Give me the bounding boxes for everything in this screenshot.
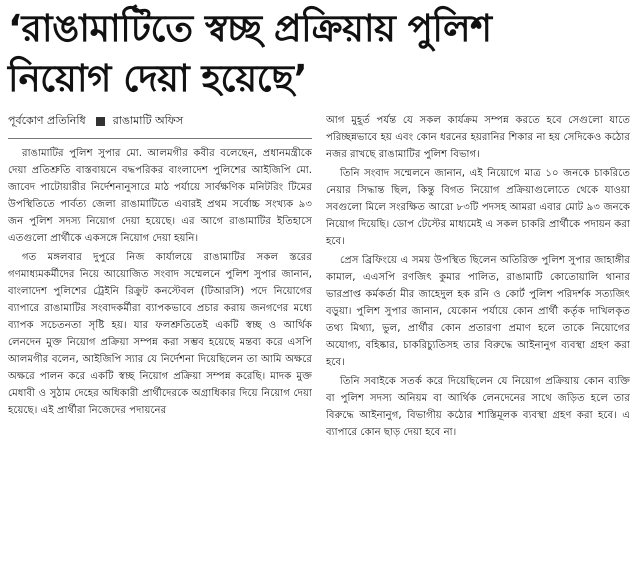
square-bullet-icon (96, 117, 105, 126)
article-body (8, 112, 630, 564)
article-headline (8, 4, 630, 104)
body-paragraph: তিনি সবাইকে সতর্ক করে দিয়েছিলেন যে নিয়োগ প্রক্রিয়ায় কোন ব্যক্তি বা পুলিশ সদস্য অনিয়ম বা আর্থিক লেনদেনের সাথে জড়িত হলে তার বিরুদ্ধে আইনানুগ, বিভাগীয় কঠোর শাস্তিমূলক ব্যবস্থা গ্রহণ করা হবে। এ ব্যাপারে কোন ছাড় দেয়া হবে না। (326, 376, 630, 438)
body-paragraph: আগ মুহূর্ত পর্যন্ত যে সকল কার্যক্রম সম্পন্ন করতে হবে সেগুলো যাতে পরিচ্ছন্নভাবে হয় এবং কোন ধরনের হয়রানির শিকার না হয় সেদিকেও কঠোর নজর রাখছে রাঙামাটির পুলিশ বিভাগ। (326, 115, 630, 160)
body-paragraph: তিনি সংবাদ সম্মেলনে জানান, এই নিয়োগে মাত্র ১০ জনকে চাকরিতে নেয়ার সিদ্ধান্ত ছিল, কিন্তু বিগত নিয়োগ প্রক্রিয়াগুলোতে থেকে যাওয়া সবগুলো মিলে সংরক্ষিত আরো ৮৩টি পদসহ আমরা এবার মোট ৯৩ জনকে নিয়োগ দিয়েছি। ডোপ টেস্টের মাধ্যমেই এ সকল চাকরি প্রার্থীকে পদায়ন করা হবে। (326, 168, 630, 247)
headline-line-1: ‘রাঙামাটিতে স্বচ্ছ প্রক্রিয়ায় পুলিশ (8, 7, 492, 50)
byline (8, 112, 312, 130)
headline-line-2: নিয়োগ দেয়া হয়েছে’ (8, 57, 307, 100)
byline-divider (8, 138, 312, 139)
body-paragraph: রাঙামাটির পুলিশ সুপার মো. আলমগীর কবীর বলেছেন, প্রধানমন্ত্রীকে দেয়া প্রতিশ্রুতি বাস্তবায়নে বদ্ধপরিকর বাংলাদেশ পুলিশের আইজিপি মো. জাবেদ পাটোয়ারীর নির্দেশনানুসারে মাঠ পর্যায়ে সার্বক্ষণিক মনিটরিং টিমের উপস্থিতিতে পার্বত্য জেলা রাঙামাটিতে এবারই প্রথম সর্বোচ্চ সংখ্যক ৯৩ জন পুলিশ সদস্য নিয়োগ দেয়া হয়েছে। এর আগে রাঙামাটির ইতিহাসে এতগুলো প্রার্থীকে একসঙ্গে নিয়োগ দেয়া হয়নি। (8, 148, 312, 244)
body-paragraph: গত মঙ্গলবার দুপুরে নিজ কার্যালয়ে রাঙামাটির সকল স্তরের গণমাধ্যমকর্মীদের নিয়ে আয়োজিত সংবাদ সম্মেলনে পুলিশ সুপার জানান, বাংলাদেশ পুলিশের ট্রেইনি রিক্রুট কনস্টেবল (টিআরসি) পদে নিয়োগের ব্যাপারে রাঙামাটির সংবাদকর্মীরা ব্যাপকভাবে প্রচার করায় জনগণের মধ্যে ব্যাপক সচেতনতা সৃষ্টি হয়। যার ফলশ্রুতিতেই একটি স্বচ্ছ ও আর্থিক লেনদেন মুক্ত নিয়োগ প্রক্রিয়া সম্পন্ন করা সম্ভব হয়েছে মন্তব্য করে এসপি আলমগীর বলেন, আইজিপি স্যার যে নির্দেশনা দিয়েছিলেন তা আমি অক্ষরে অক্ষরে পালন করে একটি স্বচ্ছ নিয়োগ প্রক্রিয়া সম্পন্ন করেছি। মাদক মুক্ত মেধাবী ও সুঠাম দেহের অধিকারী প্রার্থীদেরকে অগ্রাধিকার দিয়ে নিয়োগ দেয়া হয়েছে। এই প্রার্থীরা নিজেদের পদায়নের (8, 252, 312, 416)
byline-correspondent: পূর্বকোণ প্রতিনিধি (8, 114, 86, 127)
right-column (326, 112, 630, 564)
byline-office: রাঙামাটি অফিস (112, 114, 184, 127)
body-paragraph: প্রেস ব্রিফিংয়ে এ সময় উপস্থিত ছিলেন অতিরিক্ত পুলিশ সুপার জাহাঙ্গীর কামাল, এএসপি রণজিৎ কুমার পালিত, রাঙামাটি কোতোয়ালি থানার ভারপ্রাপ্ত কর্মকর্তা মীর জাহেদুল হক রনি ও কোর্ট পুলিশ পরিদর্শক সত্যজিৎ বড়ুয়া। পুলিশ সুপার জানান, যেকোন পর্যায়ে কোন প্রার্থী কর্তৃক দাখিলকৃত তথ্য মিথ্যা, ভুল, প্রার্থীর কোন প্রতারণা প্রমাণ হলে তাকে নিয়োগের অযোগ্য, বহিষ্কার, চাকরিচ্যুতিসহ তার বিরুদ্ধে আইনানুগ ব্যবস্থা গ্রহণ করা হবে। (326, 255, 630, 368)
left-column (8, 112, 312, 564)
